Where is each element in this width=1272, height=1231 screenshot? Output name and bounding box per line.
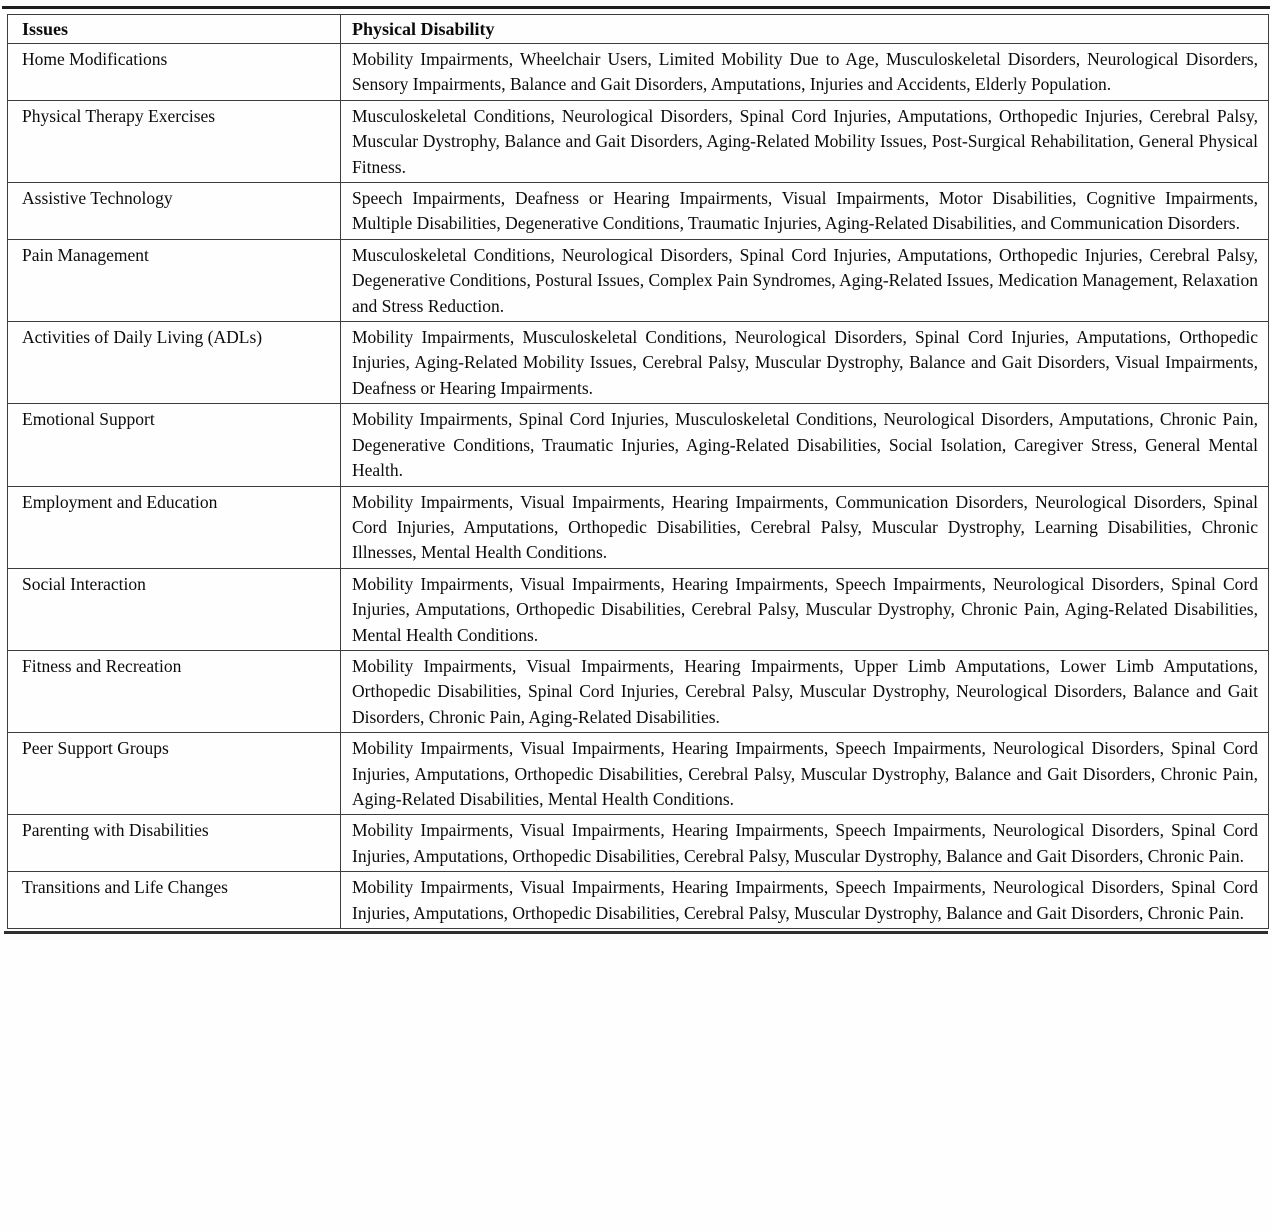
disability-cell: Musculoskeletal Conditions, Neurological Disorders, Spinal Cord Injuries, Amputations, Orthopedic Injuries, Cerebral Palsy, Degenerative Conditions, Postural Issues, Complex Pain Syndromes, Aging-Related Issues, Medication Management, Relaxation and Stress Reduction.	[341, 239, 1269, 321]
issue-cell: Home Modifications	[8, 44, 341, 101]
issue-cell: Fitness and Recreation	[8, 650, 341, 732]
table-row	[8, 650, 1269, 732]
disability-cell: Mobility Impairments, Visual Impairments, Hearing Impairments, Speech Impairments, Neurological Disorders, Spinal Cord Injuries, Amputations, Orthopedic Disabilities, Cerebral Palsy, Muscular Dystrophy, Balance and Gait Disorders, Chronic Pain, Aging-Related Disabilities, Mental Health Conditions.	[341, 733, 1269, 815]
table-bottom-rule	[4, 931, 1268, 934]
table-row	[8, 568, 1269, 650]
issue-cell: Peer Support Groups	[8, 733, 341, 815]
column-header-physical-disability: Physical Disability	[341, 15, 1269, 44]
issue-cell: Employment and Education	[8, 486, 341, 568]
table-row	[8, 815, 1269, 872]
issue-cell: Assistive Technology	[8, 183, 341, 240]
table-row	[8, 733, 1269, 815]
disability-cell: Musculoskeletal Conditions, Neurological Disorders, Spinal Cord Injuries, Amputations, Orthopedic Injuries, Cerebral Palsy, Muscular Dystrophy, Balance and Gait Disorders, Aging-Related Mobility Issues, Post-Surgical Rehabilitation, General Physical Fitness.	[341, 100, 1269, 182]
table-row	[8, 44, 1269, 101]
issue-cell: Activities of Daily Living (ADLs)	[8, 322, 341, 404]
table-row	[8, 322, 1269, 404]
table-row	[8, 239, 1269, 321]
issue-cell: Physical Therapy Exercises	[8, 100, 341, 182]
disability-cell: Mobility Impairments, Visual Impairments, Hearing Impairments, Speech Impairments, Neurological Disorders, Spinal Cord Injuries, Amputations, Orthopedic Disabilities, Cerebral Palsy, Muscular Dystrophy, Balance and Gait Disorders, Chronic Pain.	[341, 872, 1269, 929]
issue-cell: Parenting with Disabilities	[8, 815, 341, 872]
table-row	[8, 404, 1269, 486]
paper-page	[0, 6, 1272, 1231]
issue-cell: Emotional Support	[8, 404, 341, 486]
column-header-issues: Issues	[8, 15, 341, 44]
header-row	[8, 15, 1269, 44]
disability-cell: Mobility Impairments, Musculoskeletal Conditions, Neurological Disorders, Spinal Cord Injuries, Amputations, Orthopedic Injuries, Aging-Related Mobility Issues, Cerebral Palsy, Muscular Dystrophy, Balance and Gait Disorders, Visual Impairments, Deafness or Hearing Impairments.	[341, 322, 1269, 404]
disability-cell: Speech Impairments, Deafness or Hearing Impairments, Visual Impairments, Motor Disabilities, Cognitive Impairments, Multiple Disabilities, Degenerative Conditions, Traumatic Injuries, Aging-Related Disabilities, and Communication Disorders.	[341, 183, 1269, 240]
disability-cell: Mobility Impairments, Visual Impairments, Hearing Impairments, Speech Impairments, Neurological Disorders, Spinal Cord Injuries, Amputations, Orthopedic Disabilities, Cerebral Palsy, Muscular Dystrophy, Balance and Gait Disorders, Chronic Pain.	[341, 815, 1269, 872]
table-top-rule	[2, 6, 1270, 9]
disability-cell: Mobility Impairments, Wheelchair Users, Limited Mobility Due to Age, Musculoskeletal Disorders, Neurological Disorders, Sensory Impairments, Balance and Gait Disorders, Amputations, Injuries and Accidents, Elderly Population.	[341, 44, 1269, 101]
issue-cell: Pain Management	[8, 239, 341, 321]
table-row	[8, 183, 1269, 240]
disability-cell: Mobility Impairments, Visual Impairments, Hearing Impairments, Upper Limb Amputations, Lower Limb Amputations, Orthopedic Disabilities, Spinal Cord Injuries, Cerebral Palsy, Muscular Dystrophy, Neurological Disorders, Balance and Gait Disorders, Chronic Pain, Aging-Related Disabilities.	[341, 650, 1269, 732]
disability-cell: Mobility Impairments, Visual Impairments, Hearing Impairments, Communication Disorders, Neurological Disorders, Spinal Cord Injuries, Amputations, Orthopedic Disabilities, Cerebral Palsy, Muscular Dystrophy, Learning Disabilities, Chronic Illnesses, Mental Health Conditions.	[341, 486, 1269, 568]
table-row	[8, 872, 1269, 929]
issue-cell: Transitions and Life Changes	[8, 872, 341, 929]
table-row	[8, 100, 1269, 182]
disability-cell: Mobility Impairments, Spinal Cord Injuries, Musculoskeletal Conditions, Neurological Disorders, Amputations, Chronic Pain, Degenerative Conditions, Traumatic Injuries, Aging-Related Disabilities, Social Isolation, Caregiver Stress, General Mental Health.	[341, 404, 1269, 486]
disability-cell: Mobility Impairments, Visual Impairments, Hearing Impairments, Speech Impairments, Neurological Disorders, Spinal Cord Injuries, Amputations, Orthopedic Disabilities, Cerebral Palsy, Muscular Dystrophy, Chronic Pain, Aging-Related Disabilities, Mental Health Conditions.	[341, 568, 1269, 650]
table-row	[8, 486, 1269, 568]
issues-physical-disability-table	[7, 14, 1269, 929]
issue-cell: Social Interaction	[8, 568, 341, 650]
